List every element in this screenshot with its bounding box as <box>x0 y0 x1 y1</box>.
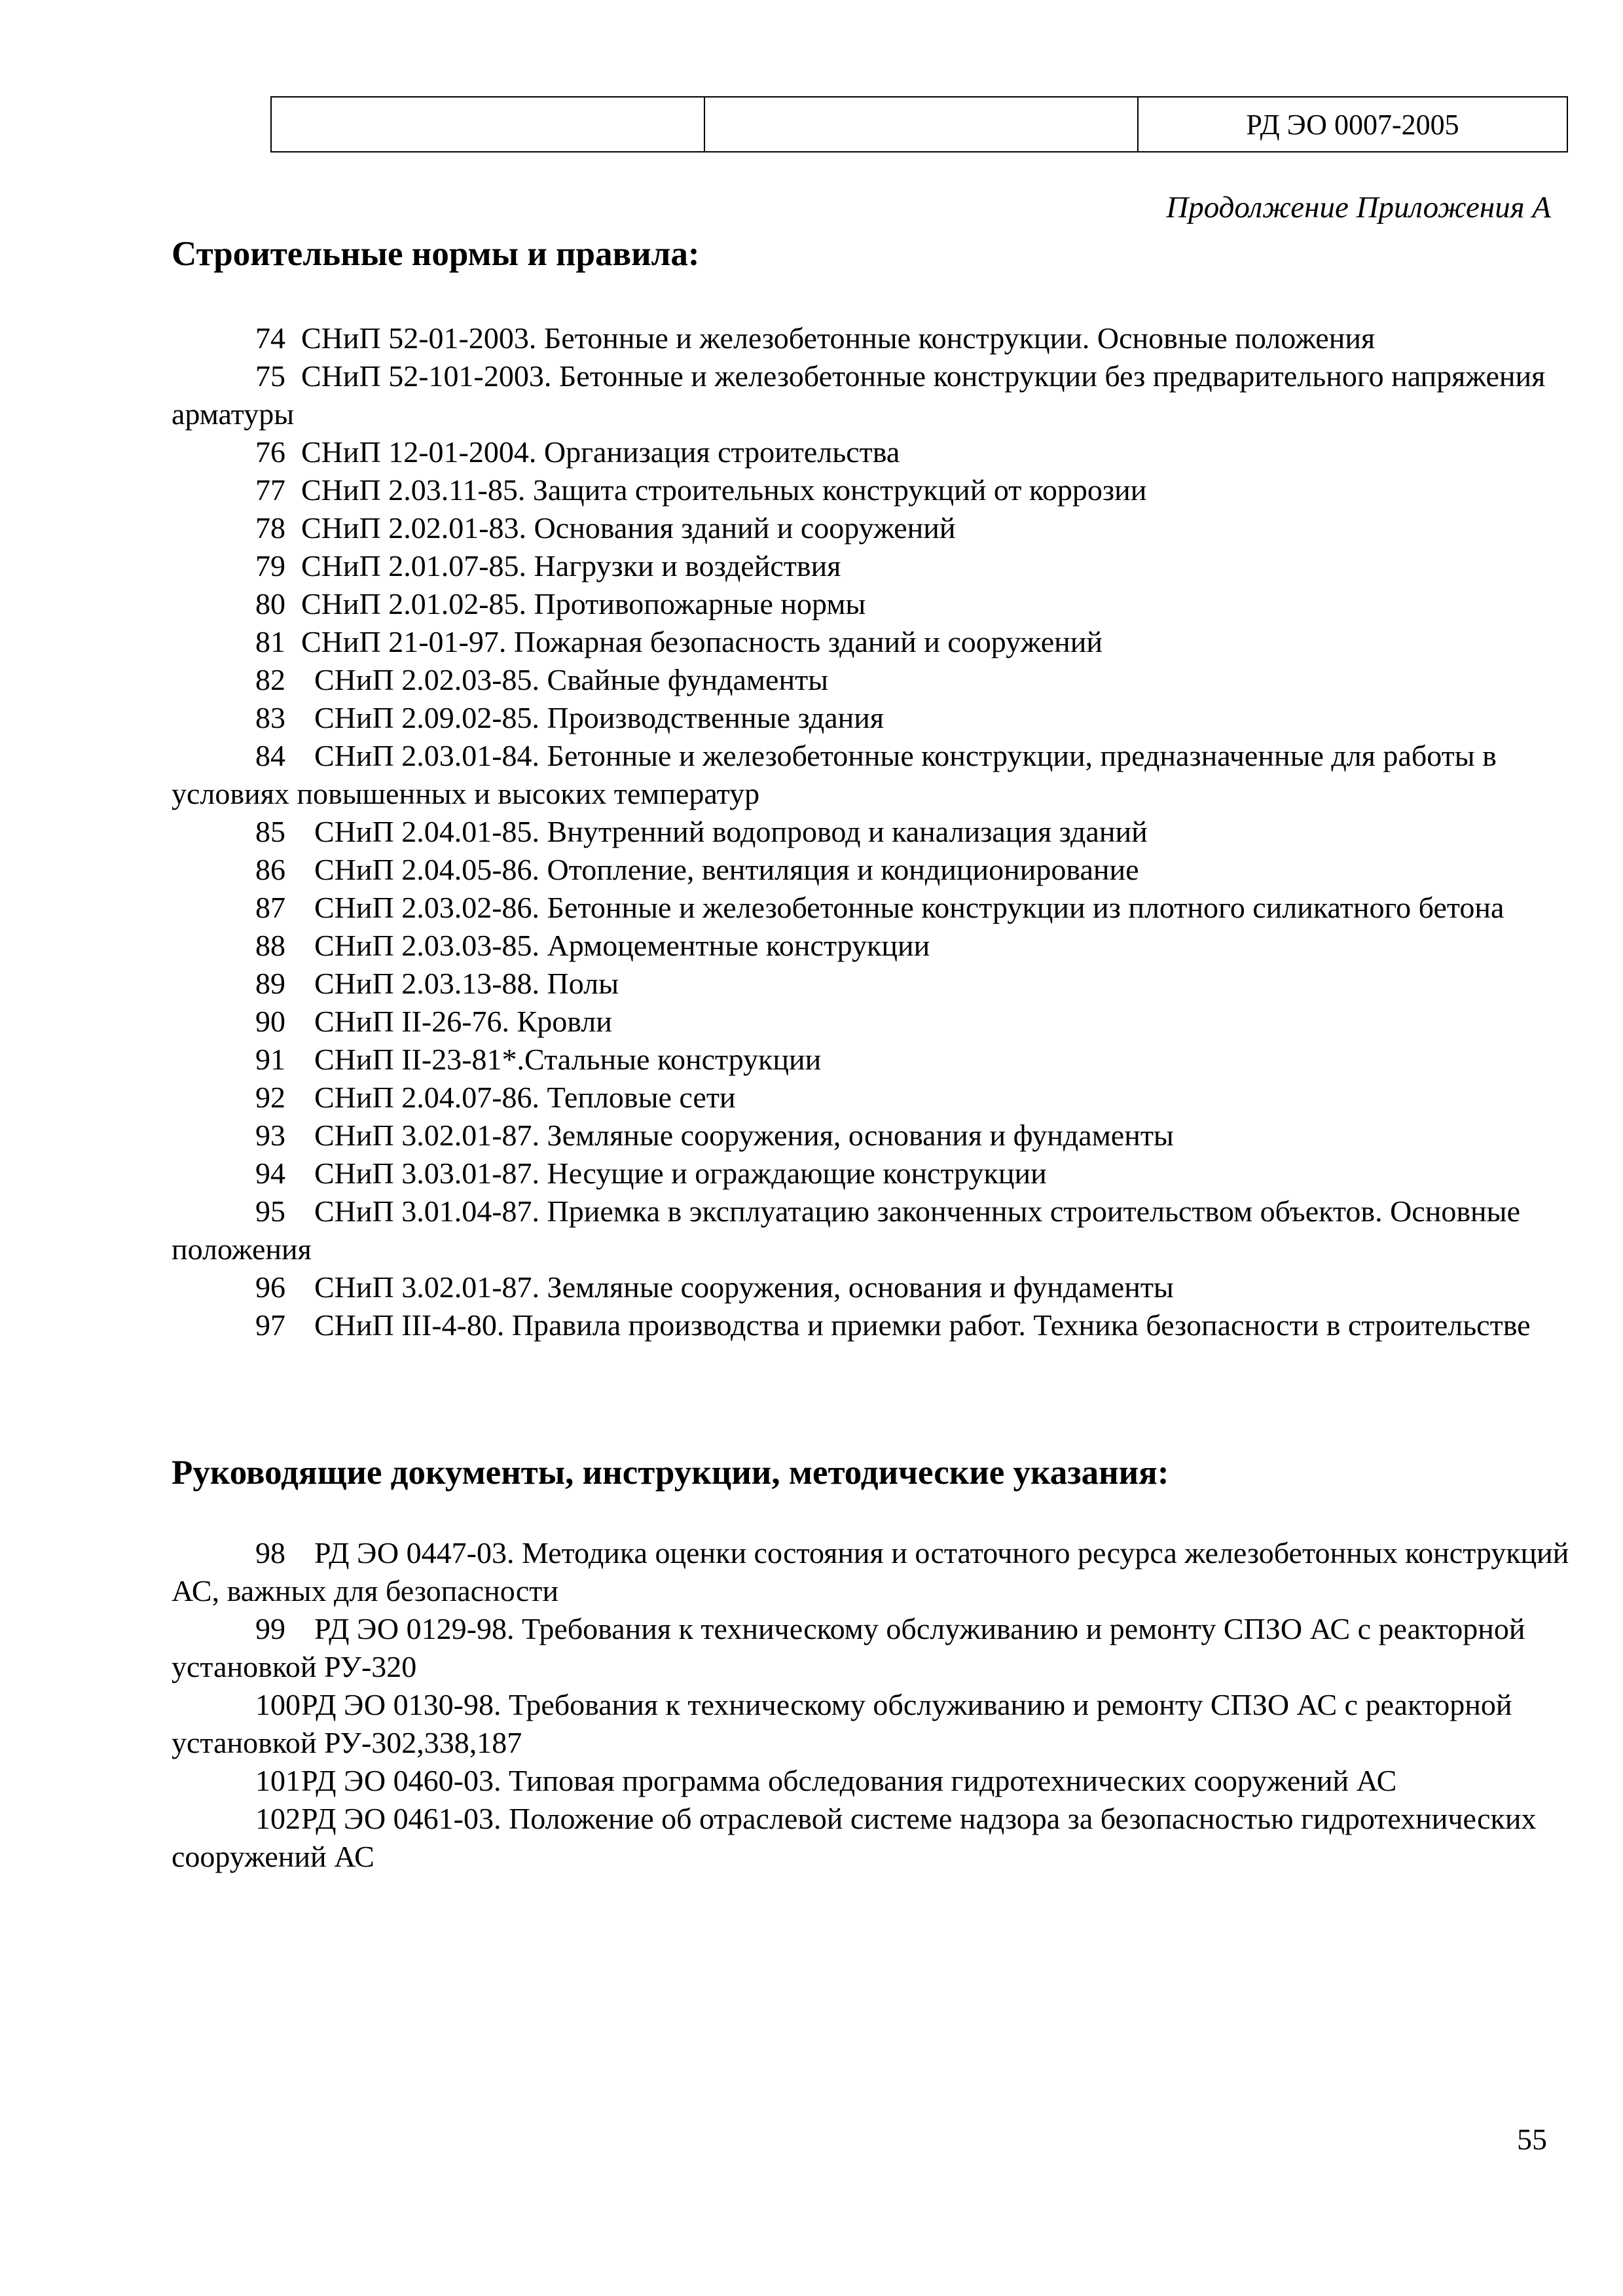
item-text: СНиП 2.02.03-85. Свайные фундаменты <box>314 663 829 696</box>
item-text: СНиП II-26-76. Кровли <box>314 1005 612 1038</box>
guidance-documents-list <box>172 1534 1573 1876</box>
item-text: СНиП 2.03.02-86. Бетонные и железобетонные конструкции из плотного силикатного бетона <box>314 891 1504 924</box>
item-number: 75 <box>255 359 285 393</box>
document-code: РД ЭО 0007-2005 <box>1138 97 1567 152</box>
section-heading-building-codes: Строительные нормы и правила: <box>172 235 700 273</box>
header-row <box>271 97 1567 152</box>
item-number: 80 <box>255 587 285 620</box>
list-item <box>172 813 1573 851</box>
item-number: 90 <box>255 1005 285 1038</box>
list-item <box>172 623 1573 661</box>
header-cell-2 <box>704 97 1138 152</box>
item-number: 86 <box>255 853 285 886</box>
list-item <box>172 1079 1573 1117</box>
item-text: СНиП 2.03.01-84. Бетонные и железобетонные конструкции, предназначенные для работы в условиях повышенных и высоких температур <box>172 739 1497 810</box>
item-text: СНиП 12-01-2004. Организация строительства <box>301 435 900 469</box>
item-text: СНиП 2.01.07-85. Нагрузки и воздействия <box>301 549 841 583</box>
list-item <box>172 1610 1573 1686</box>
list-item <box>172 547 1573 585</box>
item-number: 94 <box>255 1157 285 1190</box>
list-item <box>172 889 1573 927</box>
item-number: 89 <box>255 967 285 1000</box>
list-item <box>172 471 1573 509</box>
list-item <box>172 1117 1573 1155</box>
item-text: СНиП 21-01-97. Пожарная безопасность зданий и сооружений <box>301 625 1103 658</box>
section-heading-guidance-documents: Руководящие документы, инструкции, методические указания: <box>172 1454 1169 1492</box>
item-text: СНиП 3.03.01-87. Несущие и ограждающие конструкции <box>314 1157 1047 1190</box>
item-number: 77 <box>255 473 285 507</box>
list-item <box>172 433 1573 471</box>
list-item <box>172 1306 1573 1344</box>
item-text: СНиП III-4-80. Правила производства и приемки работ. Техника безопасности в строительстве <box>314 1308 1531 1342</box>
list-item <box>172 737 1573 813</box>
item-text: РД ЭО 0460-03. Типовая программа обследования гидротехнических сооружений АС <box>301 1764 1397 1797</box>
list-item <box>172 585 1573 623</box>
list-item <box>172 357 1573 433</box>
item-number: 76 <box>255 435 285 469</box>
item-number: 102 <box>255 1802 301 1835</box>
list-item <box>172 661 1573 699</box>
item-text: СНиП 2.03.11-85. Защита строительных конструкций от коррозии <box>301 473 1147 507</box>
item-text: СНиП II-23-81*.Стальные конструкции <box>314 1043 822 1076</box>
item-number: 87 <box>255 891 285 924</box>
item-text: РД ЭО 0461-03. Положение об отраслевой системе надзора за безопасностью гидротехнических сооружений АС <box>172 1802 1537 1873</box>
item-text: СНиП 3.01.04-87. Приемка в эксплуатацию законченных строительством объектов. Основные положения <box>172 1194 1520 1266</box>
list-item <box>172 1762 1573 1800</box>
item-number: 74 <box>255 321 285 355</box>
item-text: СНиП 2.01.02-85. Противопожарные нормы <box>301 587 866 620</box>
item-text: СНиП 2.03.03-85. Армоцементные конструкции <box>314 929 930 962</box>
item-number: 91 <box>255 1043 285 1076</box>
item-number: 96 <box>255 1270 285 1304</box>
item-text: СНиП 2.02.01-83. Основания зданий и сооружений <box>301 511 956 545</box>
list-item <box>172 1268 1573 1306</box>
list-item <box>172 319 1573 357</box>
item-number: 85 <box>255 815 285 848</box>
item-text: РД ЭО 0130-98. Требования к техническому обслуживанию и ремонту СПЗО АС с реакторной установкой РУ-302,338,187 <box>172 1688 1512 1759</box>
list-item <box>172 965 1573 1003</box>
list-item <box>172 1686 1573 1762</box>
list-item <box>172 1041 1573 1079</box>
item-number: 99 <box>255 1612 285 1645</box>
item-number: 95 <box>255 1194 285 1228</box>
item-number: 93 <box>255 1119 285 1152</box>
item-text: СНиП 52-101-2003. Бетонные и железобетонные конструкции без предварительного напряжения арматуры <box>172 359 1546 431</box>
item-number: 98 <box>255 1536 285 1570</box>
item-text: СНиП 52-01-2003. Бетонные и железобетонные конструкции. Основные положения <box>301 321 1376 355</box>
item-number: 97 <box>255 1308 285 1342</box>
item-number: 88 <box>255 929 285 962</box>
list-item <box>172 509 1573 547</box>
list-item <box>172 1534 1573 1610</box>
list-item <box>172 851 1573 889</box>
document-header-table <box>270 96 1568 152</box>
item-number: 84 <box>255 739 285 772</box>
building-codes-list <box>172 319 1573 1344</box>
item-text: СНиП 2.04.07-86. Тепловые сети <box>314 1081 736 1114</box>
list-item <box>172 1193 1573 1268</box>
item-number: 79 <box>255 549 285 583</box>
header-cell-1 <box>271 97 704 152</box>
item-number: 82 <box>255 663 285 696</box>
item-text: СНиП 3.02.01-87. Земляные сооружения, основания и фундаменты <box>314 1270 1174 1304</box>
item-number: 92 <box>255 1081 285 1114</box>
item-text: СНиП 2.03.13-88. Полы <box>314 967 619 1000</box>
appendix-continuation-note: Продолжение Приложения А <box>1166 190 1551 224</box>
list-item <box>172 1003 1573 1041</box>
item-number: 81 <box>255 625 285 658</box>
item-number: 83 <box>255 701 285 734</box>
item-text: СНиП 3.02.01-87. Земляные сооружения, основания и фундаменты <box>314 1119 1174 1152</box>
item-text: РД ЭО 0129-98. Требования к техническому обслуживанию и ремонту СПЗО АС с реакторной установкой РУ-320 <box>172 1612 1525 1683</box>
item-text: СНиП 2.04.01-85. Внутренний водопровод и канализация зданий <box>314 815 1148 848</box>
page-number: 55 <box>1517 2123 1547 2156</box>
list-item <box>172 1800 1573 1876</box>
item-text: СНиП 2.09.02-85. Производственные здания <box>314 701 884 734</box>
list-item <box>172 699 1573 737</box>
item-number: 101 <box>255 1764 301 1797</box>
item-number: 100 <box>255 1688 301 1721</box>
list-item <box>172 1155 1573 1193</box>
list-item <box>172 927 1573 965</box>
item-text: СНиП 2.04.05-86. Отопление, вентиляция и кондиционирование <box>314 853 1139 886</box>
item-number: 78 <box>255 511 285 545</box>
item-text: РД ЭО 0447-03. Методика оценки состояния и остаточного ресурса железобетонных конструкций АС, важных для безопасности <box>172 1536 1569 1607</box>
